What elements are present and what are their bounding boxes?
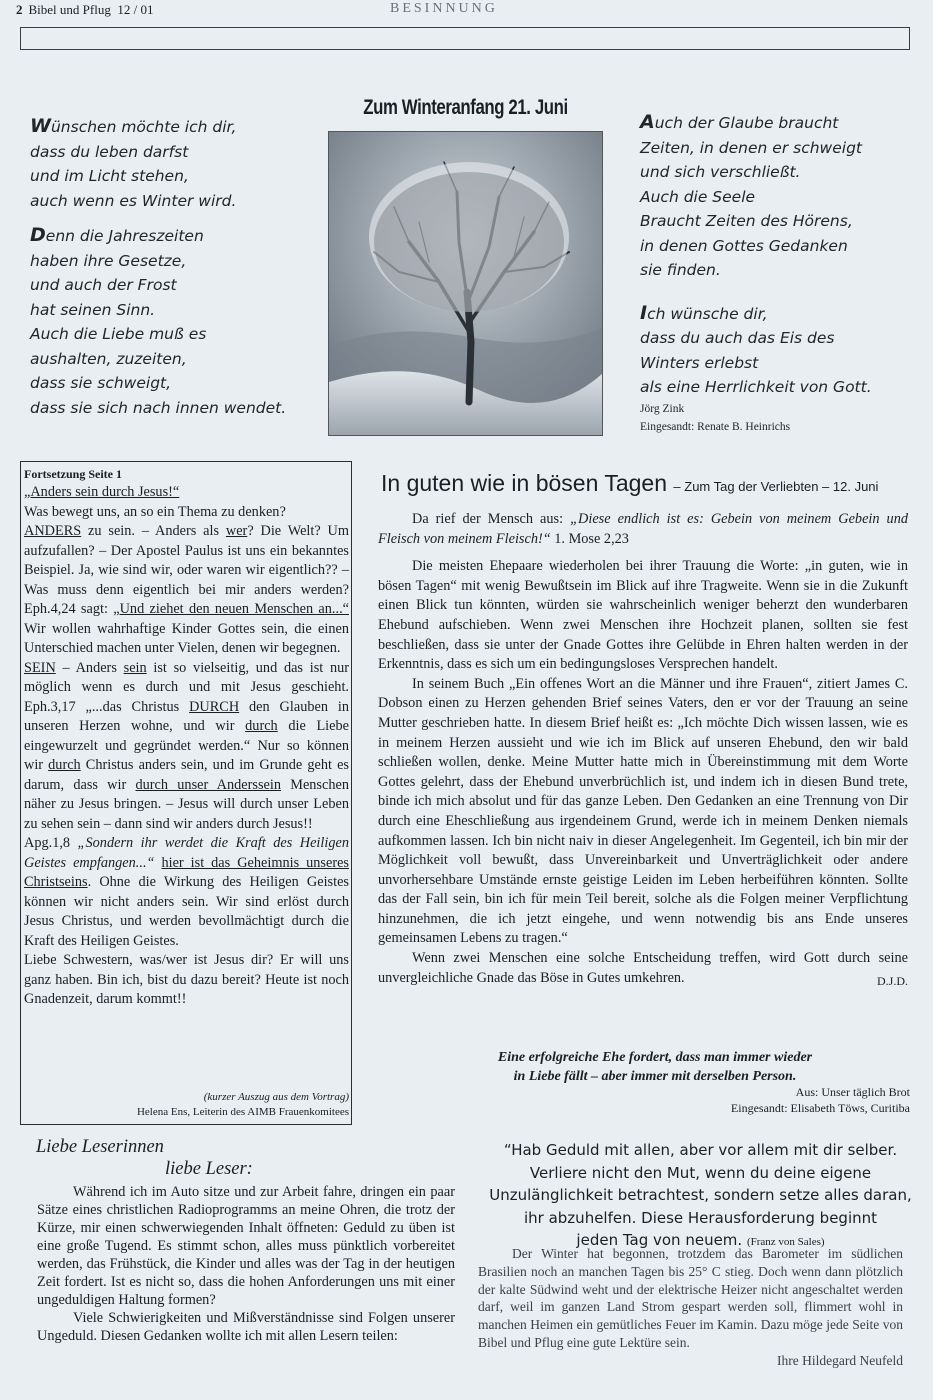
poem-line: und sich verschließt. xyxy=(640,163,801,181)
poem-sent-by: Eingesandt: Renate B. Heinrichs xyxy=(640,420,791,433)
page-number: 2 xyxy=(16,2,23,17)
quote-author: (Franz von Sales) xyxy=(746,1236,825,1248)
paragraph: In seinem Buch „Ein offenes Wort an die Männer und ihre Frauen“, zitiert James C. Dobson einen zu Herzen gehenden Brief seines Vaters, den er vor der Trauung an seine Mutter geschrieben hatte. In diesem Brief heißt es: „Ich möchte Dich wissen lassen, wie es in meinem Herzen aussieht und wie ich im Blick auf unseren Ehebund, den wir bald schließen wollen, denke. Meine Mutter hatte mich in Übereinstimmung mit dem Worte Gottes gelehrt, dass der Ehebund unverbrüchlich ist, und indem ich in diesen Bund trete, binde ich mich absolut und für das ganze Leben. Den Gedanken an eine Trennung von Dir durch eine Eheschließung aus irgendeinem Grund, werde ich in meinem Denken niemals aufkommen lassen. Ich bin nicht naiv in dieser Angelegenheit. Im Gegenteil, ich bin mir der Möglichkeit voll bewußt, dass Unvereinbarkeit und Unverträglichkeit oder andere unvorhersehbare Umstände ernste geistige Leiden im Leben herbeiführen könnten. Sollte das der Fall sein, bin ich für mein Teil bereit, solche als die Folgen meiner Verpflichtung hinzunehmen, die ich jetzt eingehe, und wenn notwendig bis ans Ende unseres gemeinsamen Lebens zu tragen.“ xyxy=(378,675,908,947)
header-left xyxy=(16,2,153,18)
poem-line: dass du leben darfst xyxy=(30,142,189,161)
patience-quote: “Hab Geduld mit allen, aber vor allem mit dir selber. Verliere nicht den Mut, wenn du deine eigene Unzulänglichkeit betrachtest, sondern setze alles daran, ihr abzuhelfen. Diese Herausforderung beginnt jeden Tag von neuem. (Franz von Sales) xyxy=(489,1141,912,1249)
article-quote: Eine erfolgreiche Ehe fordert, dass man immer wieder in Liebe fällt – aber immer mit derselben Person. xyxy=(497,1050,813,1084)
winter-title: Zum Winteranfang 21. Juni xyxy=(363,96,568,119)
continuation-footer xyxy=(24,1090,349,1119)
paragraph: Wenn zwei Menschen eine solche Entscheidung treffen, wird Gott durch seine unvergleichliche Gnade das Böse in Gutes umkehren. D.J.D. xyxy=(378,949,908,988)
poem-line: hat seinen Sinn. xyxy=(30,300,156,319)
readers-heading-2: liebe Leser: xyxy=(165,1159,253,1179)
readers-heading-1: Liebe Leserinnen xyxy=(36,1137,164,1157)
poem-line: Winters erlebst xyxy=(640,353,759,372)
poem-author: Jörg Zink xyxy=(640,402,685,415)
poem-line: Zeiten, in denen er schweigt xyxy=(640,138,862,157)
paragraph: Viele Schwierigkeiten und Mißverständnisse sind Folgen unserer Ungeduld. Diesen Gedanken wollte ich mit allen Lesern teilen: xyxy=(37,1310,455,1344)
paragraph: Da rief der Mensch aus: „Diese endlich ist es: Gebein von meinem Gebein und Fleisch von meinem Fleisch!“ 1. Mose 2,23 xyxy=(378,511,908,547)
article-body xyxy=(378,510,908,991)
poem-line: sie finden. xyxy=(640,261,721,279)
section-title: BESINNUNG xyxy=(390,1,498,16)
paragraph: Was bewegt uns, an so ein Thema zu denken? xyxy=(24,503,286,520)
poem-line: dass sie sich nach innen wendet. xyxy=(30,398,287,417)
paragraph: Apg.1,8 „Sondern ihr werdet die Kraft des Heiligen Geistes empfangen...“ hier ist das Geheimnis unseres Christseins. Ohne die Wirkung des Heiligen Geistes können wir nicht anders sein. Wir sind erlöst durch Jesus Christus, und werden bevollmächtigt durch die Kraft des Heiligen Geistes. xyxy=(24,835,349,949)
poem-line: dass sie schweigt, xyxy=(30,374,172,392)
paragraph: ANDERS zu sein. – Anders als wer? Die Welt? Um aufzufallen? – Der Apostel Paulus ist uns ein bekanntes Beispiel. Ja, wie sind wir, oder waren wir eigentlich?? – Was muss denn eigentlich bei mir anders werden? Eph.4,24 sagt: „Und ziehet den neuen Menschen an...“ Wir wollen wahrhaftige Kinder Gottes sein, die einen Unterschied machen unter Vielen, denen wir begegnen. xyxy=(24,523,349,656)
poem-right xyxy=(640,110,925,436)
paragraph: Liebe Schwestern, was/wer ist Jesus dir? Er will uns ganz haben. Bin ich, bist du dazu bereit? Heute ist noch Gnadenzeit, darum kommt!! xyxy=(24,952,349,1007)
poem-line: Braucht Zeiten des Hörens, xyxy=(640,212,853,230)
publication-name: Bibel und Pflug xyxy=(28,2,111,17)
excerpt-note: (kurzer Auszug aus dem Vortrag) xyxy=(203,1091,349,1103)
poem-line: Denn die Jahreszeiten xyxy=(30,224,204,246)
paragraph: Während ich im Auto sitze und zur Arbeit fahre, dringen ein paar Sätze eines christlichen Radioprogramms an meine Ohren, die trotz der Kürze, mir einen schwerwiegenden Inhalt öffneten: Geduld zu üben ist eine große Tugend. Es stimmt schon, alles muss pünktlich vorbereitet werden, das Frühstück, die Kinder und alles was der Tag in der heutigen Zeit fordert. Ist es nicht so, dass die hohen Anforderungen uns mit einer ungeduldigen Haltung formen? xyxy=(37,1184,455,1308)
article-subtitle: – Zum Tag der Verliebten – 12. Juni xyxy=(673,479,879,494)
winter-note xyxy=(478,1245,903,1370)
poem-line: und im Licht stehen, xyxy=(30,167,189,185)
signature: Ihre Hildegard Neufeld xyxy=(777,1352,903,1368)
paragraph: Die meisten Ehepaare wiederholen bei ihrer Trauung die Worte: „in guten, wie in bösen Tagen“ mit wenig Bewußtsein im Blick auf ihre Tragweite. Wenn sie in die Zukunft einen Blick tun könnten, würden sie wahrscheinlich weniger beherzt den wunderbaren Ehebund aufschieben. Wenn zwei Menschen ihre Hochzeit planen, sollten sie fest beschließen, dass sie unter der Gnade Gottes ihre Gelübde in Ehren halten werden in der Erkenntnis, dass es sich um ein bedingungsloses Versprechen handelt. xyxy=(378,558,908,673)
issue-number: 12 / 01 xyxy=(117,2,154,17)
poem-line: Auch die Liebe muß es xyxy=(30,325,207,343)
continuation-title: „Anders sein durch Jesus!“ xyxy=(24,484,180,500)
poem-line: Auch der Glaube braucht xyxy=(640,111,839,133)
poem-line: Ich wünsche dir, xyxy=(640,301,768,324)
poem-line: als eine Herrlichkeit von Gott. xyxy=(640,378,872,396)
readers-letter xyxy=(37,1183,455,1345)
poem-line: Auch die Seele xyxy=(640,187,756,206)
winter-tree-photo xyxy=(328,131,603,436)
continuation-author: Helena Ens, Leiterin des AIMB Frauenkomitees xyxy=(136,1105,349,1118)
article-source: Aus: Unser täglich Brot Eingesandt: Elisabeth Töws, Curitiba xyxy=(730,1085,910,1115)
poem-line: in denen Gottes Gedanken xyxy=(640,236,848,255)
paragraph: SEIN – Anders sein ist so vielseitig, und das ist nur möglich wenn es durch und mit Jesus geschieht. Eph.3,17 „...das Christus DURCH den Glauben in unseren Herzen wohne, und wir durch die Liebe eingewurzelt und gegründet werden.“ Nur so können wir durch Christus anders sein, und im Grunde geht es darum, dass wir durch unser Anderssein Menschen näher zu Jesus bringen. – Jesus will durch unser Leben zu sehen sein – dann sind wir anders durch Jesus!! xyxy=(24,659,350,832)
poem-line: haben ihre Gesetze, xyxy=(30,251,187,270)
article-title: In guten wie in bösen Tagen – Zum Tag der Verliebten – 12. Juni xyxy=(381,470,879,496)
paragraph: Der Winter hat begonnen, trotzdem das Barometer im südlichen Brasilien noch an manchen Tagen bis 25° C stieg. Doch wenn dann plötzlich der kalte Südwind weht und der elektrische Heizer nicht angeschaltet werden darf, weil im ganzen Land Strom gespart werden soll, flimmert wohl in manchen Heimen ein gemütliches Feuer im Kamin. Dazu möge jede Seite von Bibel und Pflug eine gute Lektüre sein. xyxy=(478,1246,903,1350)
poem-line: dass du auch das Eis des xyxy=(640,329,835,347)
poem-line: Wünschen möchte ich dir, xyxy=(30,115,237,137)
page-header xyxy=(20,27,910,50)
poem-left xyxy=(30,114,320,420)
poem-line: und auch der Frost xyxy=(30,276,177,294)
continuation-label: Fortsetzung Seite 1 xyxy=(24,467,122,481)
poem-line: auch wenn es Winter wird. xyxy=(30,191,237,210)
poem-line: aushalten, zuzeiten, xyxy=(30,349,187,368)
continuation-text xyxy=(24,466,349,1010)
article-initials: D.J.D. xyxy=(876,973,908,988)
